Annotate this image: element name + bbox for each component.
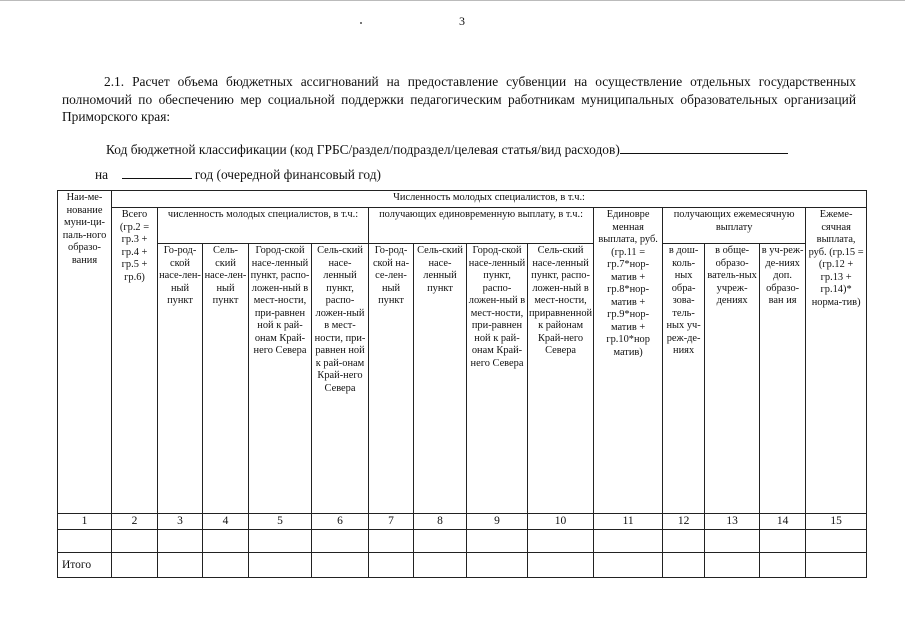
col-number: 15 — [806, 514, 867, 530]
col-number: 4 — [203, 514, 249, 530]
total-row-label: Итого — [58, 553, 112, 578]
table-cell[interactable] — [58, 530, 112, 553]
table-cell[interactable] — [806, 530, 867, 553]
col-municipality-header: Наи-ме-нование муни-ци-паль-ного образо-вания — [58, 191, 112, 514]
table-cell[interactable] — [112, 530, 158, 553]
year-prefix: на — [95, 167, 109, 182]
table-cell[interactable] — [705, 530, 760, 553]
table-cell[interactable] — [203, 530, 249, 553]
year-suffix: год (очередной финансовый год) — [194, 167, 381, 182]
col-number: 3 — [158, 514, 203, 530]
budget-code-blank[interactable] — [620, 140, 788, 154]
col-urban-north2-header: Город-ской насе-ленный пункт, распо-ложен-ный в мест-ности, при-равнен ной к рай-онам Край-него Севера — [467, 244, 528, 514]
table-cell[interactable] — [158, 530, 203, 553]
col-number: 11 — [594, 514, 663, 530]
table-cell[interactable] — [528, 553, 594, 578]
table-cell[interactable] — [467, 530, 528, 553]
col-monthly-payment-header: Ежеме-сячная выплата, руб. (гр.15 = (гр.12 + гр.13 + гр.14)* норма-тив) — [806, 208, 867, 514]
table-cell[interactable] — [249, 553, 312, 578]
table-cell[interactable] — [369, 530, 414, 553]
table-cell[interactable] — [760, 530, 806, 553]
table-cell[interactable] — [528, 530, 594, 553]
subgroup-monthly-header: получающих ежемесячную выплату — [663, 208, 806, 244]
table-cell[interactable] — [249, 530, 312, 553]
scan-speck — [360, 22, 362, 24]
table-cell[interactable] — [112, 553, 158, 578]
col-rural-north-header: Сель-ский насе-ленный пункт, распо-ложен-ный в мест-ности, при-равнен ной к рай-онам Край-него Севера — [312, 244, 369, 514]
year-blank[interactable] — [122, 165, 192, 179]
col-number: 2 — [112, 514, 158, 530]
col-number: 10 — [528, 514, 594, 530]
col-number: 5 — [249, 514, 312, 530]
table-cell[interactable] — [594, 553, 663, 578]
table-cell[interactable] — [663, 530, 705, 553]
subgroup-onetime-header: получающих единовременную выплату, в т.ч.: — [369, 208, 594, 244]
column-numbers-row — [58, 514, 867, 530]
table-cell[interactable] — [312, 553, 369, 578]
table-cell[interactable] — [312, 530, 369, 553]
table-cell[interactable] — [158, 553, 203, 578]
section-paragraph: 2.1. Расчет объема бюджетных ассигнований на предоставление субвенции на осуществление отдельных государственных полномочий по обеспечению мер социальной поддержки педагогическим работникам муниципальных образовательных организаций Приморского края: — [62, 74, 856, 124]
col-number: 1 — [58, 514, 112, 530]
total-row — [58, 553, 867, 578]
table-cell[interactable] — [705, 553, 760, 578]
budget-code-label: Код бюджетной классификации (код ГРБС/раздел/подраздел/целевая статья/вид расходов) — [106, 142, 620, 157]
col-urban-north-header: Город-ской насе-ленный пункт, распо-ложен-ный в мест-ности, при-равнен ной к рай-онам Край-него Севера — [249, 244, 312, 514]
col-number: 9 — [467, 514, 528, 530]
col-onetime-payment-header: Единовре менная выплата, руб. (гр.11 = гр.7*нор-матив + гр.8*нор-матив + гр.9*нор-матив + гр.10*нор матив) — [594, 208, 663, 514]
table-row — [58, 530, 867, 553]
col-rural-header: Сель-ский насе-лен-ный пункт — [203, 244, 249, 514]
table-cell[interactable] — [806, 553, 867, 578]
col-number: 6 — [312, 514, 369, 530]
col-rural-north2-header: Сель-ский насе-ленный пункт, распо-ложен-ный в мест-ности, приравненной к районам Край-него Севера — [528, 244, 594, 514]
col-rural2-header: Сель-ский насе-ленный пункт — [414, 244, 467, 514]
subgroup-count-header: численность молодых специалистов, в т.ч.: — [158, 208, 369, 244]
col-urban2-header: Го-род-ской на-се-лен-ный пункт — [369, 244, 414, 514]
table-cell[interactable] — [414, 530, 467, 553]
col-number: 13 — [705, 514, 760, 530]
table-cell[interactable] — [594, 530, 663, 553]
table-cell[interactable] — [414, 553, 467, 578]
page-number: 3 — [459, 14, 465, 28]
col-number: 12 — [663, 514, 705, 530]
year-line — [95, 165, 381, 183]
page-top-border — [0, 0, 905, 1]
col-number: 7 — [369, 514, 414, 530]
table-cell[interactable] — [760, 553, 806, 578]
subsidy-table — [57, 190, 867, 578]
budget-code-line — [106, 140, 788, 158]
table-cell[interactable] — [467, 553, 528, 578]
table-cell[interactable] — [203, 553, 249, 578]
col-total-header: Всего (гр.2 = гр.3 + гр.4 + гр.5 + гр.6) — [112, 208, 158, 514]
table-cell[interactable] — [369, 553, 414, 578]
col-preschool-header: в дош-коль-ных обра-зова-тель-ных уч-реж-де-ниях — [663, 244, 705, 514]
col-additional-header: в уч-реж-де-ниях доп. образо-ван ия — [760, 244, 806, 514]
col-urban-header: Го-род-ской насе-лен-ный пункт — [158, 244, 203, 514]
table-cell[interactable] — [663, 553, 705, 578]
col-number: 8 — [414, 514, 467, 530]
young-specialists-group-header: Численность молодых специалистов, в т.ч.: — [112, 191, 867, 208]
col-number: 14 — [760, 514, 806, 530]
col-general-header: в обще-образо-ватель-ных учреж-дениях — [705, 244, 760, 514]
